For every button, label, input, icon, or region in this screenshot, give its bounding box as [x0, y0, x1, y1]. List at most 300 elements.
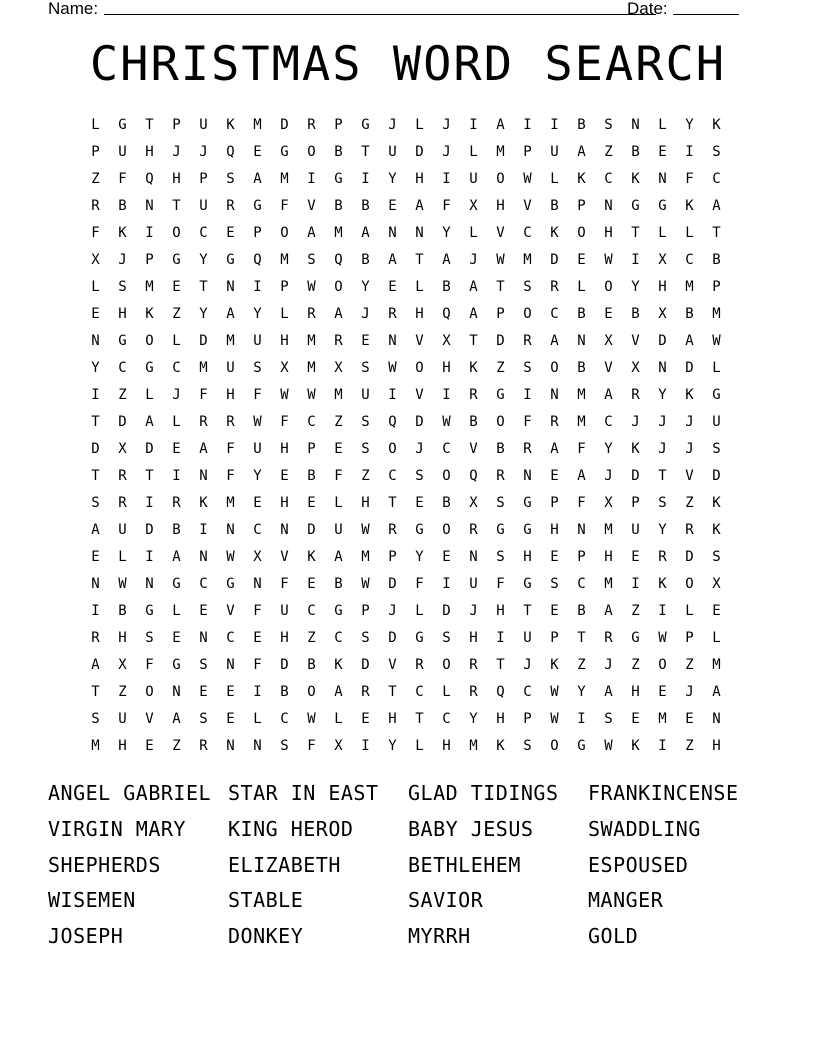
- grid-letter: W: [550, 711, 559, 727]
- grid-letter: L: [658, 225, 667, 241]
- grid-letter: W: [496, 252, 505, 268]
- grid-letter: E: [388, 198, 397, 214]
- grid-letter: I: [145, 495, 154, 511]
- grid-letter: N: [145, 576, 154, 592]
- grid-letter: T: [712, 225, 721, 241]
- grid-letter: F: [415, 576, 424, 592]
- grid-letter: O: [145, 684, 154, 700]
- grid-letter: Z: [91, 171, 100, 187]
- grid-letter: P: [496, 306, 505, 322]
- grid-letter: S: [523, 738, 532, 754]
- grid-letter: I: [253, 684, 262, 700]
- grid-letter: A: [550, 441, 559, 457]
- grid-letter: T: [631, 225, 640, 241]
- grid-letter: H: [388, 711, 397, 727]
- word-list-item: DONKEY: [228, 924, 304, 949]
- grid-letter: J: [172, 144, 181, 160]
- grid-letter: A: [253, 171, 262, 187]
- grid-letter: P: [172, 117, 181, 133]
- grid-letter: W: [280, 387, 289, 403]
- grid-letter: A: [604, 387, 613, 403]
- grid-letter: B: [550, 198, 559, 214]
- grid-letter: U: [712, 414, 721, 430]
- grid-letter: Z: [307, 630, 316, 646]
- grid-letter: O: [442, 657, 451, 673]
- grid-letter: F: [685, 171, 694, 187]
- grid-letter: G: [334, 171, 343, 187]
- grid-letter: J: [469, 603, 478, 619]
- grid-letter: E: [172, 441, 181, 457]
- grid-letter: T: [388, 495, 397, 511]
- grid-letter: K: [712, 522, 721, 538]
- grid-letter: Y: [91, 360, 100, 376]
- grid-letter: X: [658, 252, 667, 268]
- grid-letter: B: [361, 198, 370, 214]
- grid-letter: J: [658, 414, 667, 430]
- grid-letter: S: [91, 495, 100, 511]
- grid-letter: B: [334, 576, 343, 592]
- grid-letter: D: [496, 333, 505, 349]
- grid-letter: N: [226, 738, 235, 754]
- grid-letter: X: [712, 576, 721, 592]
- grid-letter: F: [253, 657, 262, 673]
- grid-letter: T: [91, 414, 100, 430]
- grid-letter: K: [469, 360, 478, 376]
- grid-letter: V: [226, 603, 235, 619]
- grid-letter: S: [604, 117, 613, 133]
- grid-letter: D: [280, 117, 289, 133]
- grid-letter: E: [307, 576, 316, 592]
- grid-letter: B: [118, 198, 127, 214]
- grid-letter: L: [415, 603, 424, 619]
- grid-letter: H: [118, 630, 127, 646]
- grid-letter: E: [550, 549, 559, 565]
- grid-letter: B: [577, 360, 586, 376]
- grid-letter: X: [658, 306, 667, 322]
- word-list-item: JOSEPH: [48, 924, 124, 949]
- grid-letter: S: [523, 279, 532, 295]
- grid-letter: H: [442, 738, 451, 754]
- grid-letter: Y: [388, 738, 397, 754]
- grid-letter: I: [253, 279, 262, 295]
- grid-letter: Q: [253, 252, 262, 268]
- grid-letter: S: [226, 171, 235, 187]
- grid-letter: A: [604, 603, 613, 619]
- grid-letter: W: [712, 333, 721, 349]
- grid-letter: T: [658, 468, 667, 484]
- grid-letter: N: [199, 549, 208, 565]
- grid-letter: N: [658, 171, 667, 187]
- grid-letter: Y: [469, 711, 478, 727]
- grid-row: [82, 679, 730, 706]
- grid-letter: X: [469, 495, 478, 511]
- grid-letter: H: [658, 279, 667, 295]
- grid-letter: Q: [334, 252, 343, 268]
- grid-letter: S: [658, 495, 667, 511]
- grid-letter: E: [307, 495, 316, 511]
- grid-letter: L: [334, 495, 343, 511]
- grid-row: [82, 301, 730, 328]
- grid-row: [82, 274, 730, 301]
- date-blank-line[interactable]: [673, 14, 739, 15]
- grid-letter: E: [226, 225, 235, 241]
- grid-letter: Z: [172, 306, 181, 322]
- grid-row: [82, 706, 730, 733]
- grid-letter: A: [334, 306, 343, 322]
- grid-letter: E: [253, 144, 262, 160]
- grid-letter: F: [199, 387, 208, 403]
- grid-letter: F: [577, 495, 586, 511]
- grid-letter: C: [604, 414, 613, 430]
- grid-letter: O: [550, 360, 559, 376]
- grid-letter: R: [307, 306, 316, 322]
- grid-letter: I: [469, 117, 478, 133]
- grid-letter: N: [226, 657, 235, 673]
- grid-letter: P: [388, 549, 397, 565]
- grid-letter: R: [118, 468, 127, 484]
- grid-letter: G: [523, 495, 532, 511]
- grid-letter: U: [118, 711, 127, 727]
- grid-letter: R: [91, 198, 100, 214]
- grid-letter: C: [442, 711, 451, 727]
- grid-letter: I: [442, 387, 451, 403]
- grid-letter: J: [469, 252, 478, 268]
- grid-letter: E: [361, 711, 370, 727]
- grid-letter: J: [442, 117, 451, 133]
- grid-row: [82, 166, 730, 193]
- grid-letter: I: [199, 522, 208, 538]
- grid-letter: D: [415, 144, 424, 160]
- grid-letter: E: [199, 603, 208, 619]
- grid-letter: K: [550, 657, 559, 673]
- grid-letter: W: [658, 630, 667, 646]
- grid-letter: R: [118, 495, 127, 511]
- grid-letter: A: [469, 279, 478, 295]
- grid-letter: E: [145, 738, 154, 754]
- grid-letter: S: [442, 630, 451, 646]
- grid-letter: S: [604, 711, 613, 727]
- grid-letter: A: [91, 657, 100, 673]
- grid-letter: M: [361, 549, 370, 565]
- grid-letter: G: [415, 522, 424, 538]
- grid-letter: N: [631, 117, 640, 133]
- grid-letter: F: [145, 657, 154, 673]
- grid-letter: O: [442, 522, 451, 538]
- grid-letter: D: [91, 441, 100, 457]
- grid-letter: J: [604, 657, 613, 673]
- grid-letter: P: [253, 225, 262, 241]
- grid-letter: V: [307, 198, 316, 214]
- grid-letter: G: [145, 603, 154, 619]
- grid-letter: R: [415, 657, 424, 673]
- grid-letter: E: [658, 144, 667, 160]
- grid-letter: F: [280, 414, 289, 430]
- grid-letter: E: [253, 495, 262, 511]
- grid-letter: M: [307, 333, 316, 349]
- grid-letter: N: [604, 198, 613, 214]
- grid-letter: C: [388, 468, 397, 484]
- grid-letter: K: [496, 738, 505, 754]
- grid-row: [82, 544, 730, 571]
- grid-row: [82, 328, 730, 355]
- grid-row: [82, 247, 730, 274]
- grid-letter: D: [388, 630, 397, 646]
- grid-letter: E: [712, 603, 721, 619]
- grid-letter: U: [253, 333, 262, 349]
- word-list-item: VIRGIN MARY: [48, 816, 186, 841]
- grid-letter: S: [415, 468, 424, 484]
- grid-letter: E: [199, 684, 208, 700]
- grid-letter: E: [388, 279, 397, 295]
- grid-letter: J: [658, 441, 667, 457]
- grid-letter: J: [199, 144, 208, 160]
- word-list-item: SAVIOR: [408, 888, 484, 913]
- grid-letter: W: [442, 414, 451, 430]
- grid-letter: T: [523, 603, 532, 619]
- grid-letter: W: [550, 684, 559, 700]
- grid-letter: Z: [604, 144, 613, 160]
- grid-letter: R: [550, 279, 559, 295]
- grid-letter: K: [631, 171, 640, 187]
- grid-letter: Y: [199, 306, 208, 322]
- grid-letter: C: [199, 225, 208, 241]
- grid-letter: H: [280, 441, 289, 457]
- word-list-item: STAR IN EAST: [228, 781, 379, 805]
- grid-letter: D: [361, 657, 370, 673]
- grid-letter: U: [253, 441, 262, 457]
- grid-letter: A: [172, 711, 181, 727]
- grid-letter: M: [334, 387, 343, 403]
- grid-letter: E: [577, 252, 586, 268]
- grid-letter: N: [226, 522, 235, 538]
- grid-letter: X: [118, 657, 127, 673]
- grid-letter: N: [523, 468, 532, 484]
- grid-letter: E: [361, 333, 370, 349]
- grid-letter: L: [442, 684, 451, 700]
- grid-letter: E: [604, 306, 613, 322]
- grid-letter: A: [172, 549, 181, 565]
- grid-letter: P: [712, 279, 721, 295]
- grid-letter: Y: [442, 225, 451, 241]
- grid-letter: R: [658, 549, 667, 565]
- grid-letter: I: [442, 171, 451, 187]
- grid-letter: R: [469, 387, 478, 403]
- grid-letter: Z: [334, 414, 343, 430]
- grid-letter: V: [415, 333, 424, 349]
- grid-letter: P: [280, 279, 289, 295]
- grid-letter: W: [388, 360, 397, 376]
- grid-letter: K: [199, 495, 208, 511]
- grid-letter: X: [334, 738, 343, 754]
- grid-letter: I: [307, 171, 316, 187]
- grid-letter: H: [118, 306, 127, 322]
- grid-letter: U: [361, 387, 370, 403]
- grid-letter: Z: [118, 387, 127, 403]
- grid-letter: F: [253, 387, 262, 403]
- grid-letter: D: [145, 522, 154, 538]
- grid-letter: D: [550, 252, 559, 268]
- grid-letter: J: [604, 468, 613, 484]
- grid-letter: A: [307, 225, 316, 241]
- grid-letter: C: [523, 684, 532, 700]
- grid-letter: E: [253, 630, 262, 646]
- grid-letter: C: [199, 576, 208, 592]
- grid-letter: L: [415, 279, 424, 295]
- grid-letter: K: [550, 225, 559, 241]
- grid-letter: F: [280, 198, 289, 214]
- grid-letter: M: [280, 252, 289, 268]
- grid-letter: O: [145, 333, 154, 349]
- grid-letter: Y: [253, 468, 262, 484]
- grid-letter: B: [577, 117, 586, 133]
- grid-letter: P: [577, 198, 586, 214]
- grid-letter: T: [415, 252, 424, 268]
- grid-letter: B: [577, 306, 586, 322]
- grid-letter: L: [658, 117, 667, 133]
- grid-letter: X: [253, 549, 262, 565]
- grid-letter: O: [280, 225, 289, 241]
- grid-letter: A: [415, 198, 424, 214]
- grid-letter: A: [604, 684, 613, 700]
- grid-letter: A: [334, 684, 343, 700]
- grid-letter: C: [172, 360, 181, 376]
- grid-letter: S: [712, 144, 721, 160]
- grid-letter: B: [496, 441, 505, 457]
- grid-letter: V: [685, 468, 694, 484]
- grid-letter: X: [469, 198, 478, 214]
- grid-letter: O: [550, 738, 559, 754]
- grid-letter: Y: [604, 441, 613, 457]
- grid-letter: Z: [361, 468, 370, 484]
- name-blank-line[interactable]: [104, 14, 656, 15]
- grid-letter: S: [361, 441, 370, 457]
- grid-letter: T: [145, 468, 154, 484]
- grid-letter: O: [388, 441, 397, 457]
- grid-letter: C: [442, 441, 451, 457]
- grid-letter: A: [361, 225, 370, 241]
- grid-letter: H: [118, 738, 127, 754]
- grid-letter: N: [145, 198, 154, 214]
- grid-letter: I: [577, 711, 586, 727]
- grid-letter: E: [550, 603, 559, 619]
- grid-letter: Q: [469, 468, 478, 484]
- grid-letter: Y: [658, 387, 667, 403]
- grid-letter: C: [712, 171, 721, 187]
- grid-letter: P: [145, 252, 154, 268]
- grid-letter: N: [469, 549, 478, 565]
- grid-letter: I: [145, 225, 154, 241]
- grid-letter: R: [226, 198, 235, 214]
- grid-row: [82, 652, 730, 679]
- grid-letter: Y: [415, 549, 424, 565]
- grid-letter: S: [496, 549, 505, 565]
- grid-row: [82, 598, 730, 625]
- grid-letter: U: [118, 144, 127, 160]
- grid-letter: L: [253, 711, 262, 727]
- grid-letter: Y: [577, 684, 586, 700]
- grid-letter: I: [685, 144, 694, 160]
- grid-letter: B: [118, 603, 127, 619]
- grid-letter: I: [523, 387, 532, 403]
- grid-letter: A: [577, 468, 586, 484]
- grid-letter: C: [280, 711, 289, 727]
- grid-letter: K: [685, 387, 694, 403]
- grid-letter: G: [712, 387, 721, 403]
- grid-row: [82, 733, 730, 760]
- grid-letter: G: [523, 522, 532, 538]
- grid-letter: C: [523, 225, 532, 241]
- grid-letter: Y: [631, 279, 640, 295]
- grid-letter: R: [199, 738, 208, 754]
- grid-letter: C: [415, 684, 424, 700]
- grid-letter: B: [307, 468, 316, 484]
- grid-row: [82, 517, 730, 544]
- grid-row: [82, 220, 730, 247]
- grid-letter: I: [631, 252, 640, 268]
- grid-letter: W: [361, 576, 370, 592]
- word-list-item: FRANKINCENSE: [588, 781, 739, 805]
- grid-letter: M: [469, 738, 478, 754]
- grid-letter: C: [253, 522, 262, 538]
- grid-letter: D: [415, 414, 424, 430]
- grid-letter: A: [442, 252, 451, 268]
- grid-row: [82, 139, 730, 166]
- grid-letter: H: [415, 171, 424, 187]
- grid-letter: X: [118, 441, 127, 457]
- grid-letter: G: [631, 630, 640, 646]
- grid-letter: H: [496, 603, 505, 619]
- grid-letter: E: [685, 711, 694, 727]
- grid-letter: E: [631, 549, 640, 565]
- grid-letter: J: [685, 414, 694, 430]
- grid-letter: D: [199, 333, 208, 349]
- grid-letter: F: [523, 414, 532, 430]
- grid-letter: R: [523, 441, 532, 457]
- grid-letter: H: [361, 495, 370, 511]
- grid-letter: R: [631, 387, 640, 403]
- grid-letter: C: [226, 630, 235, 646]
- grid-letter: G: [226, 252, 235, 268]
- grid-letter: S: [199, 711, 208, 727]
- grid-letter: Z: [577, 657, 586, 673]
- grid-letter: Z: [685, 738, 694, 754]
- word-list-item: BABY JESUS: [408, 816, 534, 841]
- grid-letter: O: [334, 279, 343, 295]
- grid-letter: H: [604, 549, 613, 565]
- grid-letter: B: [712, 252, 721, 268]
- grid-letter: L: [685, 225, 694, 241]
- grid-letter: P: [550, 495, 559, 511]
- grid-letter: Q: [496, 684, 505, 700]
- grid-letter: T: [91, 684, 100, 700]
- grid-letter: U: [388, 144, 397, 160]
- grid-letter: K: [658, 576, 667, 592]
- date-label: Date:: [627, 0, 668, 18]
- grid-letter: X: [334, 360, 343, 376]
- grid-letter: H: [280, 495, 289, 511]
- grid-letter: X: [631, 360, 640, 376]
- grid-letter: R: [523, 333, 532, 349]
- grid-letter: T: [577, 630, 586, 646]
- grid-letter: I: [388, 387, 397, 403]
- grid-letter: O: [442, 468, 451, 484]
- grid-letter: A: [685, 333, 694, 349]
- grid-letter: D: [712, 468, 721, 484]
- grid-letter: V: [496, 225, 505, 241]
- grid-letter: B: [577, 603, 586, 619]
- grid-letter: A: [712, 198, 721, 214]
- grid-letter: Q: [145, 171, 154, 187]
